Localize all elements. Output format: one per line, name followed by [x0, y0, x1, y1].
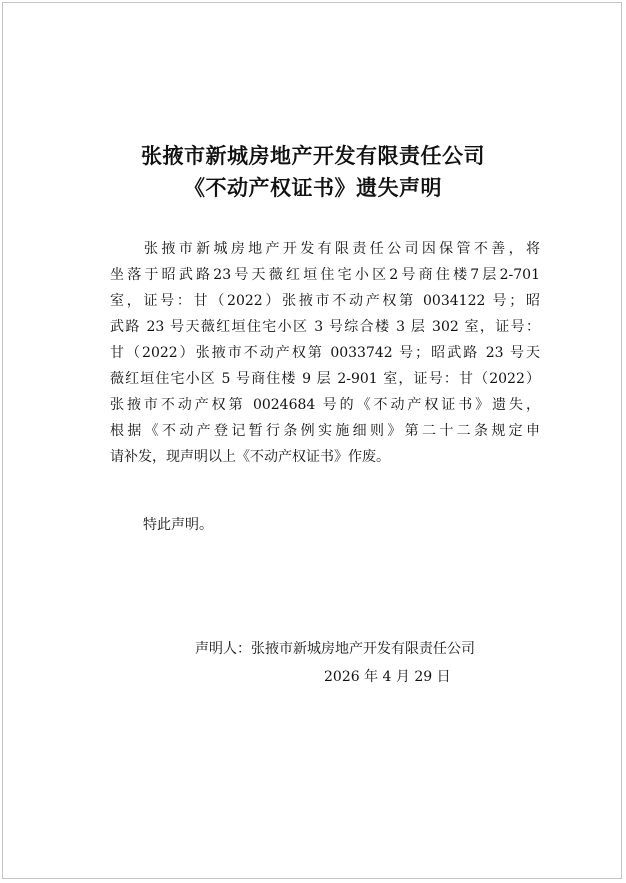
body-line: 坐落于昭武路23号天薇红垣住宅小区2号商住楼7层2-701	[110, 267, 540, 283]
document-subtitle: 《不动产权证书》遗失声明	[184, 175, 442, 200]
body-line: 张掖市新城房地产开发有限责任公司因保管不善，将	[144, 241, 540, 257]
body-line: 武路 23 号天薇红垣住宅小区 3 号综合楼 3 层 302 室，证号：	[110, 319, 540, 335]
body-line: 根据《不动产登记暂行条例实施细则》第二十二条规定申	[110, 423, 540, 439]
signature-company: 张掖市新城房地产开发有限责任公司	[251, 641, 475, 657]
body-line: 室，证号：甘（2022）张掖市不动产权第 0034122 号；昭	[110, 293, 540, 309]
body-line: 张掖市不动产权第 0024684 号的《不动产权证书》遗失，	[110, 397, 540, 413]
signature-label: 声明人：	[195, 641, 251, 657]
body-line: 请补发，现声明以上《不动产权证书》作废。	[110, 449, 390, 465]
body-line: 薇红垣住宅小区 5 号商住楼 9 层 2-901 室，证号：甘（2022）	[110, 371, 540, 387]
closing-statement: 特此声明。	[143, 517, 213, 533]
signature-line	[195, 636, 475, 662]
body-line: 甘（2022）张掖市不动产权第 0033742 号；昭武路 23 号天	[110, 345, 540, 361]
document-title: 张掖市新城房地产开发有限责任公司	[141, 143, 485, 168]
declaration-body	[110, 236, 540, 470]
declaration-date: 2026 年 4 月 29 日	[324, 669, 451, 685]
